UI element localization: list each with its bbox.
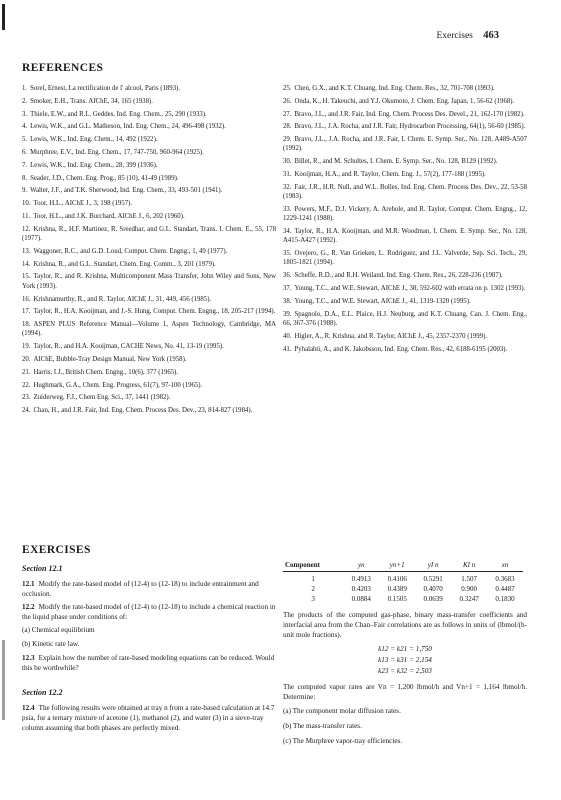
reference-number: 14. bbox=[22, 260, 31, 268]
reference-item bbox=[22, 355, 276, 364]
reference-text: Pyhalahti, A., and K. Jakobsson, Ind. Eng. Chem. Res., 42, 6188-6195 (2003). bbox=[294, 345, 508, 353]
reference-text: Zuiderweg, F.J., Chem Eng. Sci., 37, 1441 (1982). bbox=[33, 394, 171, 402]
table-cell: 0.3683 bbox=[495, 575, 515, 583]
table-cell: 0.5291 bbox=[423, 575, 443, 583]
reference-number: 2. bbox=[22, 97, 28, 105]
reference-number: 19. bbox=[22, 343, 31, 351]
reference-item bbox=[22, 368, 276, 377]
reference-text: Sorel, Ernest, La rectification de l' alcool, Paris (1893). bbox=[30, 85, 181, 92]
table-cell: 0.4203 bbox=[351, 585, 371, 593]
paragraph-coefficients: The products of the computed gas-phase, binary mass-transfer coefficients and interfacial area from the Chan–Fair correlations are as follows in units of (lbmol/(h-unit mole fractions). bbox=[283, 611, 527, 639]
reference-text: Harris, I.J., British Chem. Engng., 10(6), 377 (1965). bbox=[33, 368, 179, 376]
reference-number: 29. bbox=[283, 136, 292, 144]
col-header-xn: xn bbox=[487, 560, 523, 572]
reference-number: 25. bbox=[283, 85, 292, 92]
reference-item bbox=[283, 135, 527, 154]
reference-number: 39. bbox=[283, 310, 292, 318]
reference-item bbox=[22, 212, 276, 221]
page-edge-mark bbox=[2, 4, 5, 30]
references-right-column bbox=[283, 84, 527, 357]
reference-item bbox=[22, 406, 276, 415]
exercise-number: 12.1 bbox=[22, 580, 35, 588]
col-header-component: Component bbox=[283, 560, 343, 572]
table-row bbox=[283, 594, 523, 604]
reference-number: 30. bbox=[283, 158, 292, 166]
reference-number: 35. bbox=[283, 250, 292, 258]
reference-number: 21. bbox=[22, 368, 31, 376]
reference-item bbox=[22, 161, 276, 170]
reference-number: 31. bbox=[283, 171, 292, 179]
reference-number: 11. bbox=[22, 212, 31, 220]
reference-item bbox=[22, 174, 276, 183]
reference-number: 1. bbox=[22, 85, 28, 92]
reference-item bbox=[22, 320, 276, 339]
page-edge-shadow bbox=[2, 640, 5, 720]
reference-text: Powers, M.F., D.J. Vickery, A. Arehole, and R. Taylor, Comput. Chem. Engng., 12, 1229-1241 (1988). bbox=[283, 205, 527, 223]
reference-number: 33. bbox=[283, 205, 292, 213]
table-row bbox=[283, 572, 523, 585]
reference-text: Taylor, R., and R. Krishna, Multicomponent Mass Transfer, John Wiley and Sons, New York (1993). bbox=[22, 273, 276, 290]
reference-text: Walter, J.F., and T.K. Sherwood, Ind. Eng. Chem., 33, 493-501 (1941). bbox=[30, 187, 223, 195]
table-cell: 0.4487 bbox=[495, 585, 515, 593]
reference-text: Scheffe, R.D., and R.H. Weiland, Ind. Eng. Chem. Res., 26, 228-236 (1987). bbox=[294, 272, 503, 280]
col-header-yn: yn bbox=[343, 560, 379, 572]
reference-item bbox=[283, 227, 527, 246]
references-left-column bbox=[22, 84, 276, 419]
section-title-12-1: Section 12.1 bbox=[22, 564, 63, 573]
reference-item bbox=[283, 271, 527, 280]
table-row bbox=[283, 584, 523, 594]
reference-item bbox=[22, 148, 276, 157]
reference-item bbox=[283, 284, 527, 293]
reference-number: 36. bbox=[283, 272, 292, 280]
col-header-kin: KI n bbox=[451, 560, 487, 572]
table-cell: 0.0639 bbox=[423, 595, 443, 603]
page-number: 463 bbox=[483, 30, 499, 41]
reference-text: Fair, J.R., H.R. Null, and W.L. Bolles, Ind. Eng. Chem. Process Des. Dev., 22, 53-58 (1983). bbox=[283, 183, 527, 201]
reference-text: AIChE, Bubble-Tray Design Manual, New York (1958). bbox=[33, 356, 187, 364]
reference-text: Hughmark, G.A., Chem. Eng. Progress, 61(7), 97-100 (1965). bbox=[33, 381, 203, 389]
table-cell: 3 bbox=[311, 595, 315, 603]
reference-item bbox=[283, 310, 527, 329]
reference-text: Taylor, R., H.A. Kooijman, and J.-S. Hung, Comput. Chem. Engng., 18, 205-217 (1994). bbox=[33, 308, 276, 316]
reference-item bbox=[22, 260, 276, 269]
equation-k13: k13 = k31 = 2,154 bbox=[378, 656, 432, 664]
col-header-yin: yI n bbox=[415, 560, 451, 572]
table-cell: 1.507 bbox=[461, 575, 477, 583]
question-a: (a) The component molar diffusion rates. bbox=[283, 707, 401, 715]
reference-number: 5. bbox=[22, 136, 28, 144]
exercise-12-1 bbox=[22, 579, 276, 599]
reference-number: 17. bbox=[22, 308, 31, 316]
reference-number: 10. bbox=[22, 200, 31, 208]
reference-item bbox=[22, 199, 276, 208]
reference-number: 40. bbox=[283, 332, 292, 340]
exercise-text: Modify the rate-based model of (12-4) to (12-18) to include a chemical reaction in the liquid phase under conditions of: bbox=[22, 603, 276, 621]
reference-number: 13. bbox=[22, 247, 31, 255]
reference-text: Ovejero, G., R. Van Grieken, L. Rodriguez, and J.L. Valverde, Sep. Sci. Tech., 29, 1805-1821 (1994). bbox=[283, 250, 527, 267]
reference-item bbox=[283, 205, 527, 224]
reference-item bbox=[283, 345, 527, 354]
reference-number: 38. bbox=[283, 297, 292, 305]
exercises-heading: EXERCISES bbox=[22, 544, 91, 556]
table-cell: 0.4070 bbox=[423, 585, 443, 593]
exercises-left-column bbox=[22, 564, 276, 736]
reference-text: Bravo, J.L., and J.R. Fair, Ind. Eng. Chem. Process Des. Devel., 21, 162-170 (1982). bbox=[294, 110, 525, 118]
reference-item bbox=[283, 97, 527, 106]
reference-item bbox=[22, 295, 276, 304]
table-cell: 2 bbox=[311, 585, 315, 593]
reference-text: Lewis, W.K., and G.L. Matheson, Ind. Eng. Chem., 24, 496-498 (1932). bbox=[30, 123, 226, 131]
table-cell: 1 bbox=[311, 575, 315, 583]
reference-text: Young, T.C., and W.E. Stewart, AIChE J., 38, 592-602 with errata on p. 1302 (1993). bbox=[294, 285, 526, 293]
reference-number: 24. bbox=[22, 407, 31, 415]
exercise-number: 12.2 bbox=[22, 603, 35, 611]
reference-item bbox=[283, 249, 527, 268]
reference-text: Murphree, E.V., Ind. Eng. Chem., 17, 747-750, 960-964 (1925). bbox=[30, 148, 204, 156]
reference-text: Chan, H., and J.R. Fair, Ind. Eng. Chem. Process Des. Dev., 23, 814-827 (1984). bbox=[33, 407, 253, 415]
table-cell: 0.0884 bbox=[351, 595, 371, 603]
reference-text: Lewis, W.K., Ind. Eng. Chem., 14, 492 (1922). bbox=[30, 136, 158, 144]
reference-number: 18. bbox=[22, 321, 31, 329]
reference-text: Krishnamurthy, R., and R. Taylor, AIChE J., 31, 449, 456 (1985). bbox=[33, 295, 212, 303]
reference-number: 27. bbox=[283, 110, 292, 118]
reference-number: 4. bbox=[22, 123, 28, 131]
reference-item bbox=[283, 297, 527, 306]
reference-number: 9. bbox=[22, 187, 28, 195]
table-cell: 0.1830 bbox=[495, 595, 515, 603]
reference-number: 16. bbox=[22, 295, 31, 303]
reference-text: ASPEN PLUS Reference Manual—Volume 1, Aspen Technology, Cambridge, MA (1994). bbox=[22, 321, 276, 338]
reference-text: Thiele, E.W., and R.L. Geddes, Ind. Eng. Chem., 25, 290 (1933). bbox=[30, 110, 207, 118]
reference-item bbox=[22, 381, 276, 390]
reference-number: 3. bbox=[22, 110, 28, 118]
reference-item bbox=[283, 157, 527, 166]
reference-item bbox=[22, 247, 276, 256]
reference-number: 6. bbox=[22, 148, 28, 156]
reference-text: Toor, H.L., and J.K. Burchard, AIChE J., 6, 202 (1960). bbox=[33, 212, 185, 220]
reference-item bbox=[283, 332, 527, 341]
reference-item bbox=[22, 272, 276, 291]
reference-text: Seader, J.D., Chem. Eng. Prog., 85 (10), 41-49 (1989). bbox=[30, 174, 179, 182]
equation-k12: k12 = k21 = 1,750 bbox=[378, 645, 432, 653]
reference-text: Krishna, R., and G.L. Standart, Chem. Eng. Comm., 3, 201 (1979). bbox=[33, 260, 216, 268]
table-cell: 0.900 bbox=[461, 585, 477, 593]
reference-item bbox=[22, 342, 276, 351]
reference-item bbox=[283, 183, 527, 202]
reference-number: 34. bbox=[283, 228, 292, 236]
reference-number: 22. bbox=[22, 381, 31, 389]
col-header-yn1: yn+1 bbox=[379, 560, 415, 572]
reference-text: Lewis, W.K., Ind. Eng. Chem., 28, 399 (1936). bbox=[30, 161, 158, 169]
reference-text: Waggoner, R.C., and G.D. Loud, Comput. Chem. Engng., 1, 49 (1977). bbox=[33, 247, 228, 255]
reference-number: 26. bbox=[283, 97, 292, 105]
reference-text: Onda, K., H. Takeuchi, and Y.J. Okumoto, J. Chem. Eng. Japan, 1, 56-62 (1968). bbox=[294, 97, 515, 105]
reference-number: 28. bbox=[283, 123, 292, 131]
reference-item bbox=[22, 110, 276, 119]
reference-item bbox=[283, 84, 527, 93]
question-b: (b) The mass-transfer rates. bbox=[283, 722, 362, 730]
exercise-text: Modify the rate-based model of (12-4) to (12-18) to include entrainment and occlusion. bbox=[22, 580, 259, 598]
table-cell: 0.4106 bbox=[387, 575, 407, 583]
reference-item bbox=[22, 225, 276, 244]
reference-text: Kooijman, H.A., and R. Taylor, Chem. Eng. J., 57(2), 177-188 (1995). bbox=[294, 171, 486, 179]
reference-item bbox=[283, 110, 527, 119]
reference-text: Smoker, E.H., Trans. AIChE, 34, 165 (1938). bbox=[30, 97, 153, 105]
table-cell: 0.4913 bbox=[351, 575, 371, 583]
reference-number: 37. bbox=[283, 285, 292, 293]
question-c: (c) The Murphree vapor-tray efficiencies. bbox=[283, 737, 403, 745]
reference-item bbox=[22, 97, 276, 106]
reference-text: Higler, A., R. Krishna, and R. Taylor, AIChE J., 45, 2357-2370 (1999). bbox=[294, 332, 488, 340]
table-cell: 0.1505 bbox=[387, 595, 407, 603]
exercise-12-2-b: (b) Kinetic rate law. bbox=[22, 640, 80, 648]
table-cell: 0.3247 bbox=[459, 595, 479, 603]
exercise-12-3 bbox=[22, 653, 276, 673]
running-head bbox=[436, 30, 499, 41]
reference-item bbox=[22, 135, 276, 144]
references-heading: REFERENCES bbox=[22, 62, 104, 74]
running-head-section: Exercises bbox=[436, 31, 473, 41]
reference-number: 7. bbox=[22, 161, 28, 169]
reference-number: 20. bbox=[22, 356, 31, 364]
exercise-text: The following results were obtained at tray n from a rate-based calculation at 14.7 psia, for a ternary mixture of acetone (1), methanol (2), and water (3) in a sieve-tray column assuming that both phases are perfectly mixed. bbox=[22, 704, 275, 732]
reference-item bbox=[283, 170, 527, 179]
reference-item bbox=[22, 393, 276, 402]
exercise-number: 12.3 bbox=[22, 654, 35, 662]
reference-item bbox=[22, 122, 276, 131]
reference-text: Krishna, R., H.F. Martinez, R. Sreedhar, and G.L. Standart, Trans. I. Chem. E., 55, 178 (1977). bbox=[22, 225, 276, 243]
exercise-number: 12.4 bbox=[22, 704, 35, 712]
reference-text: Toor, H.L., AIChE J., 3, 198 (1957). bbox=[33, 200, 133, 208]
reference-text: Bravo, J.L., J.A. Rocha, and J.R. Fair, Hydrocarbon Processing, 64(1), 56-60 (1985). bbox=[294, 123, 526, 131]
exercise-text: Explain how the number of rate-based modeling equations can be reduced. Would this be worthwhile? bbox=[22, 654, 275, 672]
reference-text: Bravo, J.L., J.A. Rocha, and J.R. Fair, I. Chem. E. Symp. Ser., No. 128, A489-A507 (1992). bbox=[283, 136, 527, 153]
reference-number: 12. bbox=[22, 225, 31, 233]
paragraph-vapor-rates: The computed vapor rates are Vn = 1,200 lbmol/h and Vn+1 = 1,164 lbmol/h. Determine: bbox=[283, 683, 527, 701]
reference-text: Chen, G.X., and K.T. Chuang, Ind. Eng. Chem. Res., 32, 701-708 (1993). bbox=[294, 85, 495, 92]
reference-text: Taylor, R., H.A. Kooijman, and M.R. Woodman, I. Chem. E. Symp. Ser., No. 128, A415-A427 (1992). bbox=[283, 228, 527, 245]
equation-k23: k23 = k32 = 2,503 bbox=[378, 667, 432, 675]
reference-item bbox=[22, 307, 276, 316]
exercise-12-2-a: (a) Chemical equilibrium bbox=[22, 626, 95, 634]
reference-item bbox=[283, 122, 527, 131]
reference-number: 23. bbox=[22, 394, 31, 402]
exercises-right-column bbox=[283, 560, 527, 751]
exercise-12-2 bbox=[22, 602, 276, 622]
exercise-12-4 bbox=[22, 703, 276, 733]
table-cell: 0.4389 bbox=[387, 585, 407, 593]
reference-text: Billet, R., and M. Schultes, I. Chem. E. Symp. Ser., No. 128, B129 (1992). bbox=[294, 158, 498, 166]
reference-text: Young, T.C., and W.E. Stewart, AIChE J., 41, 1319-1320 (1995). bbox=[294, 297, 471, 305]
reference-item bbox=[22, 84, 276, 93]
reference-text: Spagnolo, D.A., E.L. Plaice, H.J. Neuburg, and K.T. Chuang, Can. J. Chem. Eng., 66, 367-376 (1988). bbox=[283, 310, 527, 327]
reference-number: 8. bbox=[22, 174, 28, 182]
reference-number: 41. bbox=[283, 345, 292, 353]
reference-number: 15. bbox=[22, 273, 31, 281]
reference-number: 32. bbox=[283, 183, 292, 191]
table-header-row bbox=[283, 560, 523, 572]
reference-text: Taylor, R., and H.A. Kooijman, CACHE News, No. 41, 13-19 (1995). bbox=[33, 343, 224, 351]
section-title-12-2: Section 12.2 bbox=[22, 688, 63, 697]
reference-item bbox=[22, 186, 276, 195]
component-table bbox=[283, 560, 523, 604]
